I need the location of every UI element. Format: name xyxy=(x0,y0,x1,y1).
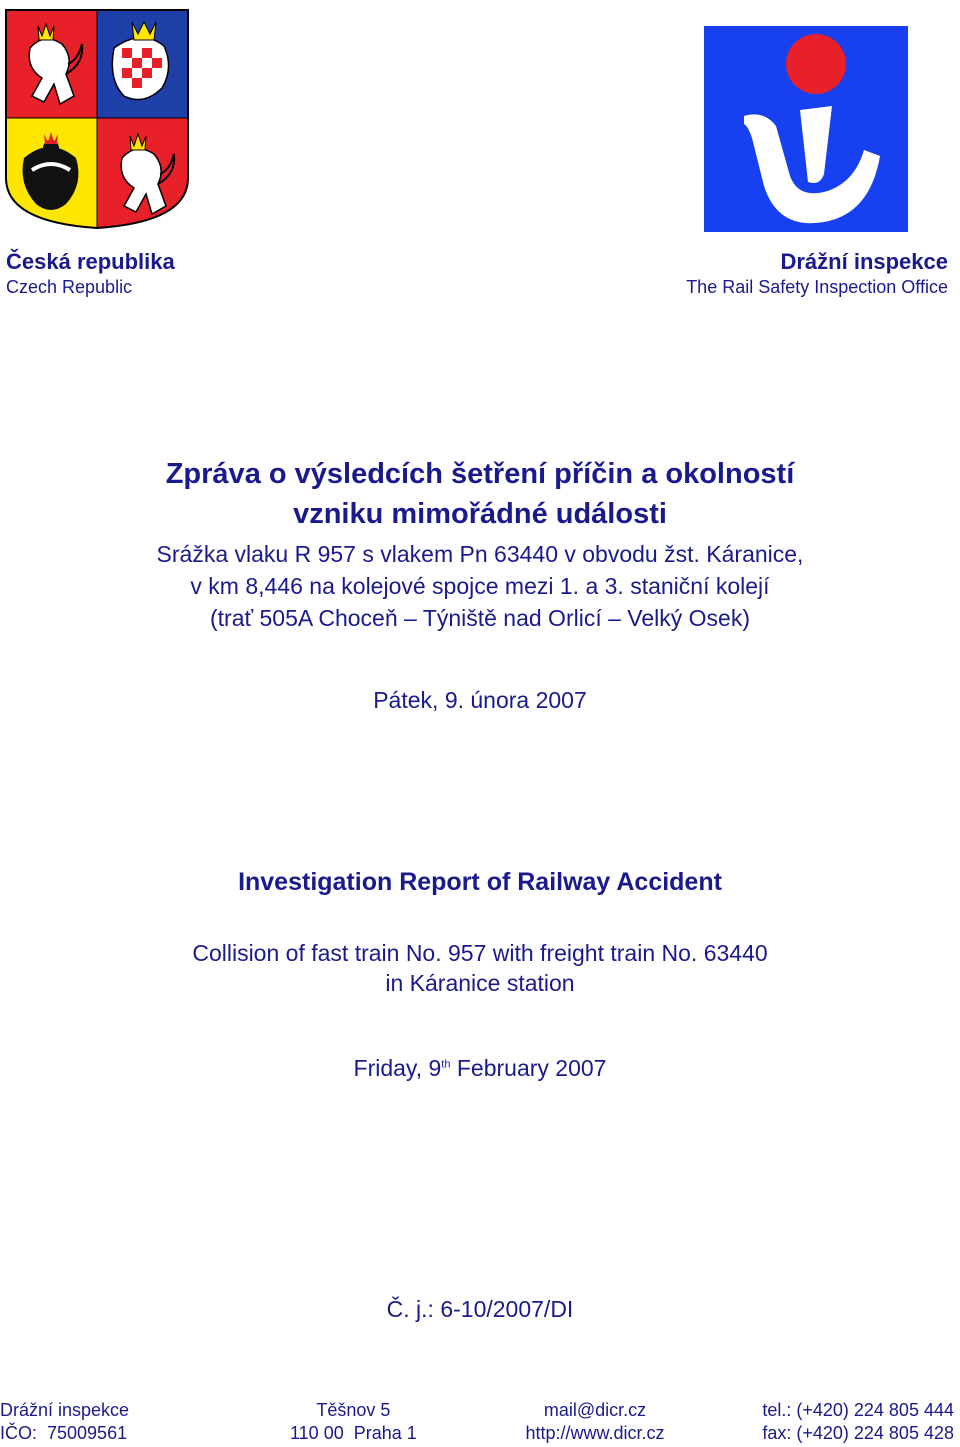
rail-safety-inspection-logo-icon xyxy=(704,26,908,232)
footer-website-link[interactable]: http://www.dicr.cz xyxy=(525,1423,665,1443)
office-name-en: The Rail Safety Inspection Office xyxy=(686,277,948,297)
footer-fax: fax: (+420) 224 805 428 xyxy=(762,1423,954,1443)
office-name-cz: Drážní inspekce xyxy=(780,249,948,274)
footer-col-office xyxy=(0,1399,129,1445)
footer-tel: tel.: (+420) 224 805 444 xyxy=(762,1400,954,1420)
report-subtitle-cz xyxy=(0,538,960,634)
footer-city: 110 00 Praha 1 xyxy=(290,1423,417,1443)
report-date-en-sup: th xyxy=(441,1058,451,1071)
report-subtitle-cz-line1: Srážka vlaku R 957 s vlakem Pn 63440 v obvodu žst. Káranice, xyxy=(156,541,804,567)
report-title-en: Investigation Report of Railway Accident xyxy=(238,868,722,896)
report-date-en-suffix: February 2007 xyxy=(450,1055,607,1081)
report-title-cz xyxy=(0,454,960,534)
report-date-cz: Pátek, 9. února 2007 xyxy=(373,687,587,713)
reference-number: Č. j.: 6-10/2007/DI xyxy=(386,1296,574,1322)
country-name-en: Czech Republic xyxy=(6,277,133,297)
report-date-en-prefix: Friday, 9 xyxy=(353,1055,442,1081)
report-title-cz-line2: vzniku mimořádné události xyxy=(293,498,667,530)
footer-email-link[interactable]: mail@dicr.cz xyxy=(543,1400,647,1420)
country-header xyxy=(6,248,175,298)
report-subtitle-cz-line3: (trať 505A Choceň – Týniště nad Orlicí – Velký Osek) xyxy=(209,605,750,631)
footer-office-name: Drážní inspekce xyxy=(0,1400,130,1420)
footer-col-phone xyxy=(762,1399,954,1445)
footer-ico: IČO: 75009561 xyxy=(0,1423,128,1443)
footer-col-web xyxy=(520,1399,670,1445)
footer-street: Těšnov 5 xyxy=(316,1400,391,1420)
country-name-cz: Česká republika xyxy=(6,249,175,274)
report-subtitle-en xyxy=(0,938,960,998)
report-subtitle-cz-line2: v km 8,446 na kolejové spojce mezi 1. a 3. staniční kolejí xyxy=(190,573,770,599)
footer-col-address xyxy=(290,1399,417,1445)
office-header xyxy=(686,248,948,298)
report-title-cz-line1: Zpráva o výsledcích šetření příčin a okolností xyxy=(165,458,795,490)
report-subtitle-en-line2: in Káranice station xyxy=(385,970,575,996)
report-date-en xyxy=(0,1053,960,1083)
report-subtitle-en-line1: Collision of fast train No. 957 with freight train No. 63440 xyxy=(192,940,768,966)
czech-coat-of-arms-icon xyxy=(4,8,190,230)
